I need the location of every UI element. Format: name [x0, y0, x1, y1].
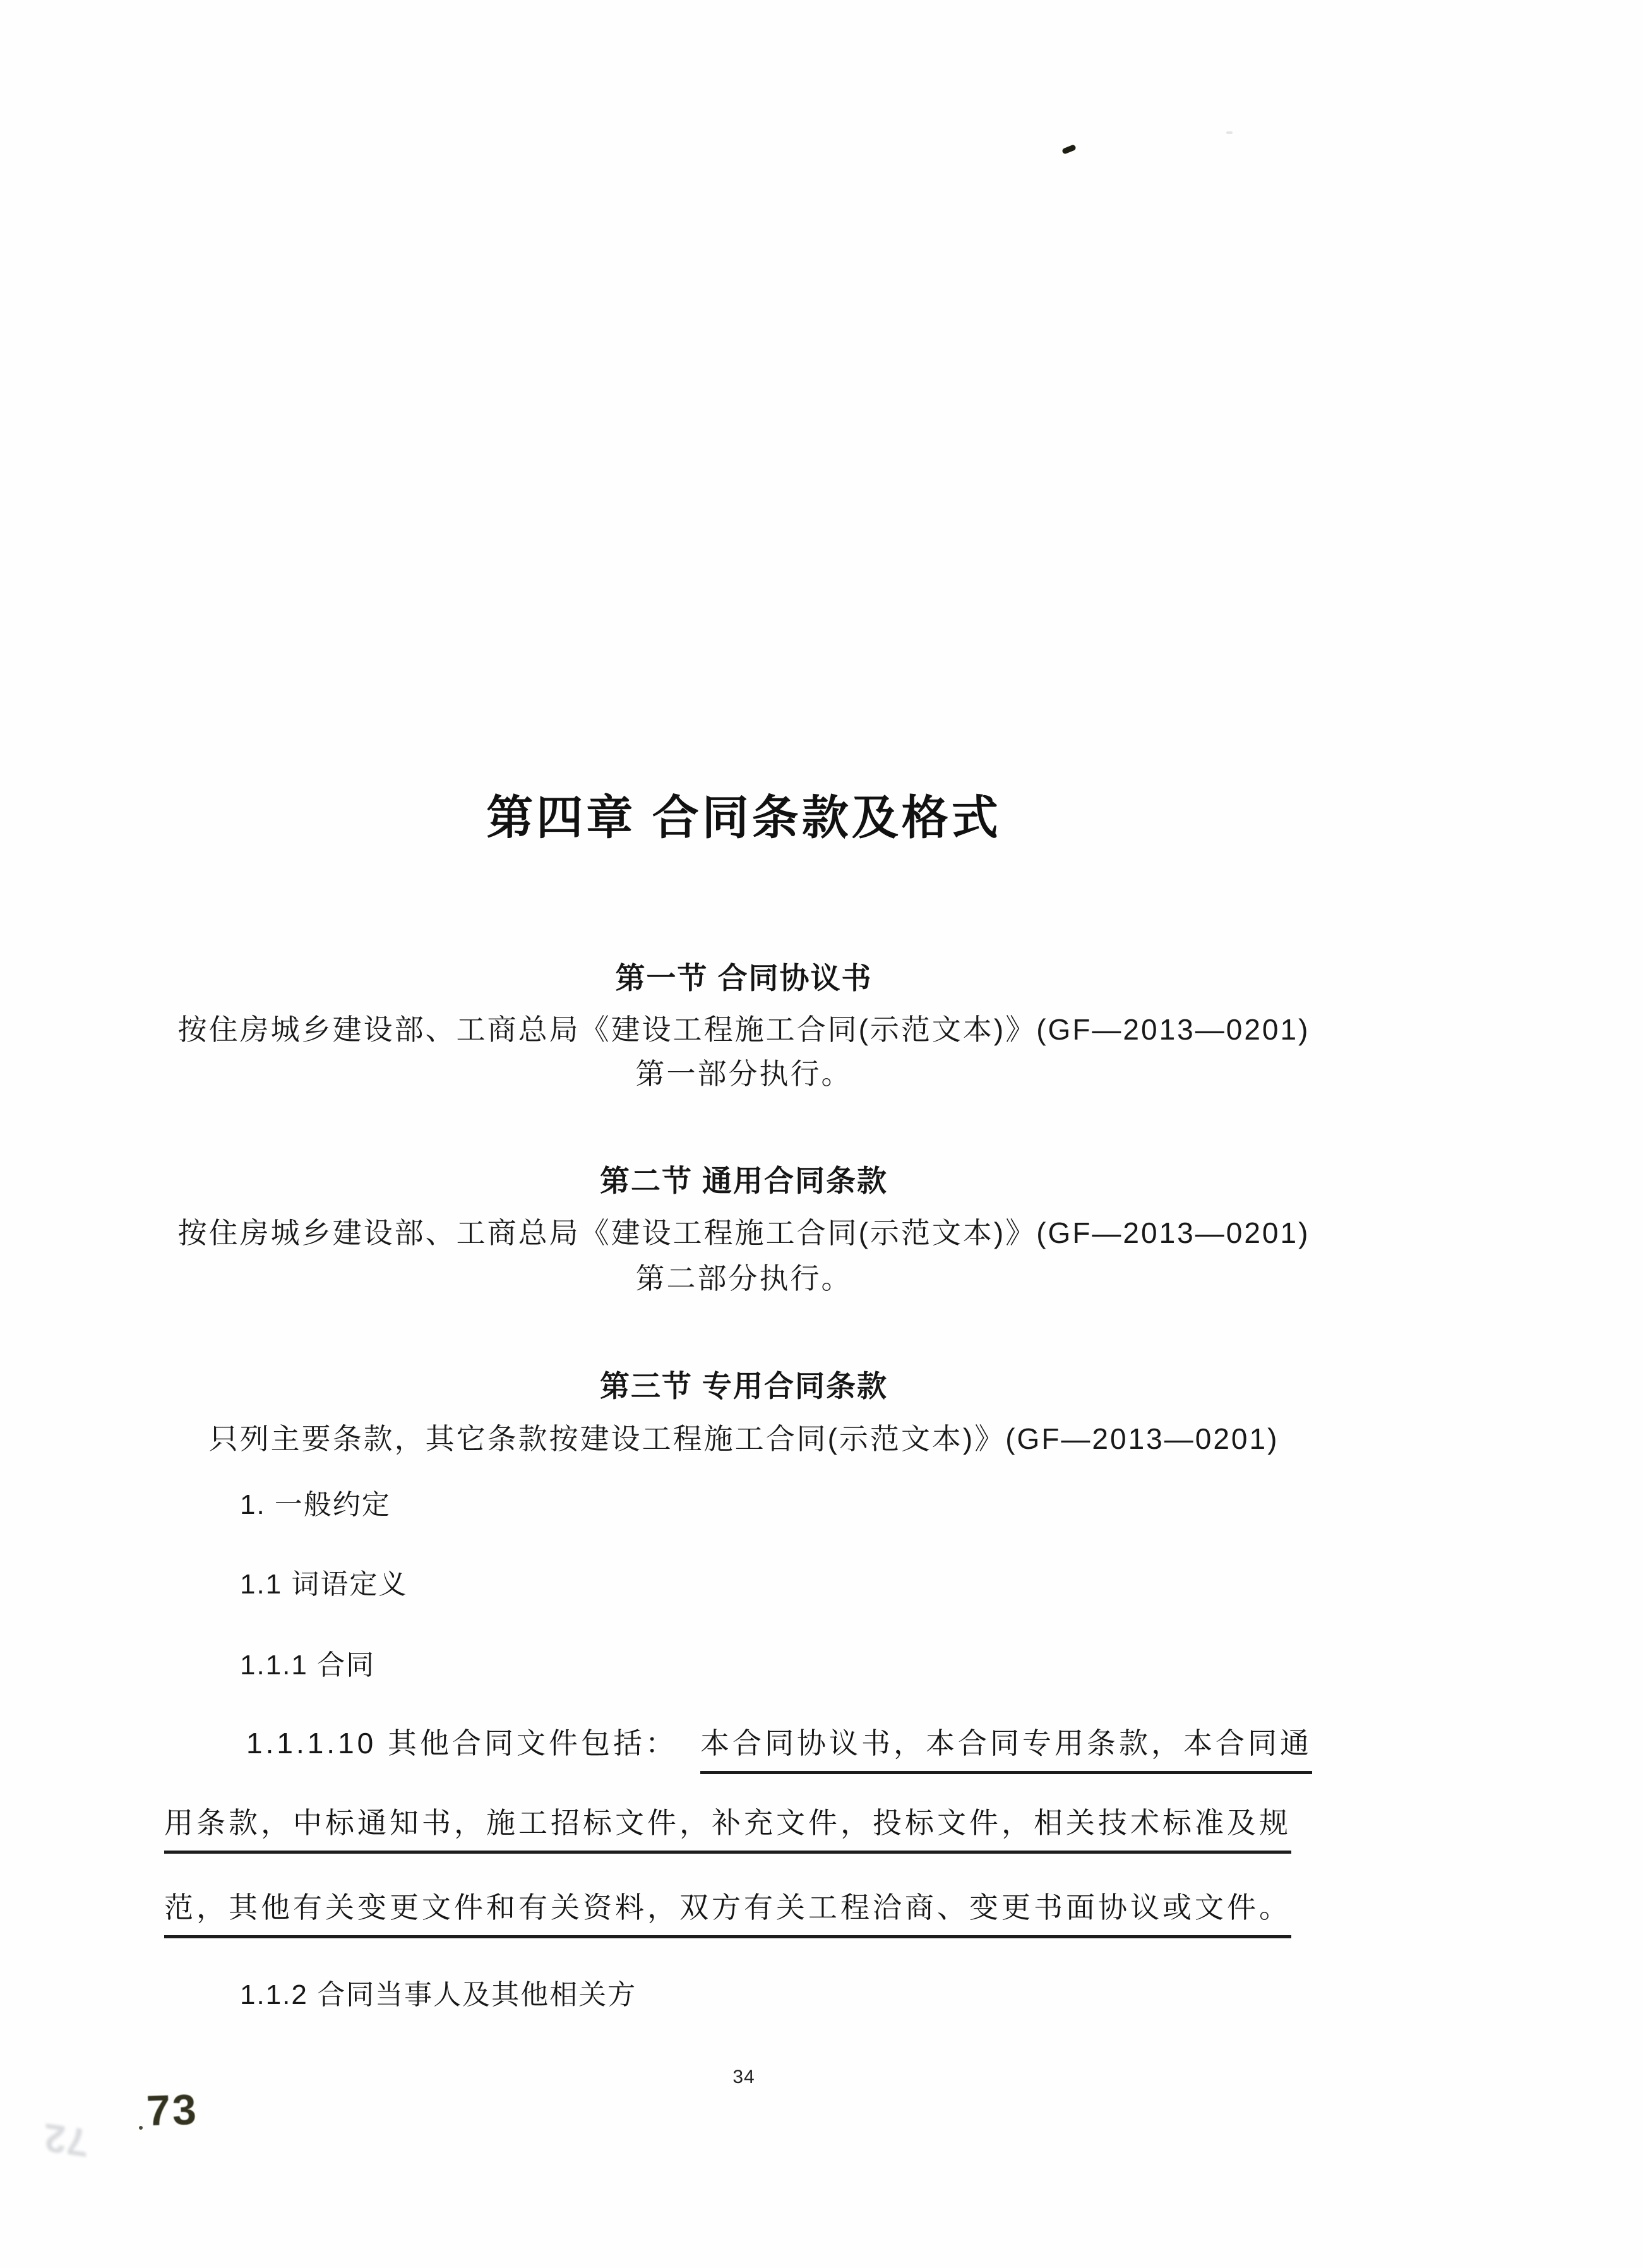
ink-dot [139, 2126, 143, 2130]
clause-1-1-1-10-prefix: 1.1.1.10 其他合同文件包括： [246, 1727, 678, 1760]
section-2-body-line-2: 第二部分执行。 [635, 1262, 852, 1295]
section-1-body-line-2: 第一部分执行。 [635, 1057, 852, 1090]
clause-1-1-2-contract-parties: 1.1.2 合同当事人及其他相关方 [240, 1979, 637, 2010]
clause-1-1-1-10-underlined-1: 本合同协议书，本合同专用条款，本合同通 [700, 1720, 1312, 1774]
section-2-body-line-1: 按住房城乡建设部、工商总局《建设工程施工合同(示范文本)》(GF—2013—0201) [177, 1216, 1310, 1249]
section-2-heading: 第二节 通用合同条款 [599, 1164, 888, 1197]
clause-1-1-word-definitions: 1.1 词语定义 [240, 1569, 408, 1600]
clause-1-1-1-10-line-3 [164, 1885, 1291, 1938]
clause-1-1-1-10-line-1 [246, 1720, 1312, 1774]
stamped-sheet-number: 73 [145, 2085, 199, 2135]
section-3-heading: 第三节 专用合同条款 [599, 1369, 888, 1403]
chapter-title: 第四章 合同条款及格式 [486, 791, 1001, 844]
page-number: 34 [732, 2067, 755, 2087]
section-1-body-line-1: 按住房城乡建设部、工商总局《建设工程施工合同(示范文本)》(GF—2013—0201) [177, 1013, 1310, 1046]
ink-mark [1061, 144, 1077, 155]
clause-1-1-1-10-underlined-2: 用条款，中标通知书，施工招标文件，补充文件，投标文件，相关技术标准及规 [164, 1800, 1291, 1854]
clause-1-general-provisions: 1. 一般约定 [240, 1489, 391, 1520]
clause-1-1-1-10-line-2 [164, 1800, 1291, 1854]
section-3-body-line-1: 只列主要条款，其它条款按建设工程施工合同(示范文本)》(GF—2013—0201) [208, 1422, 1279, 1455]
scan-speck [1226, 131, 1233, 134]
clause-1-1-1-contract: 1.1.1 合同 [240, 1650, 376, 1681]
bleedthrough-number: 72 [44, 2114, 88, 2165]
section-1-heading: 第一节 合同协议书 [615, 961, 873, 995]
clause-1-1-1-10-underlined-3: 范，其他有关变更文件和有关资料，双方有关工程洽商、变更书面协议或文件。 [164, 1885, 1291, 1938]
